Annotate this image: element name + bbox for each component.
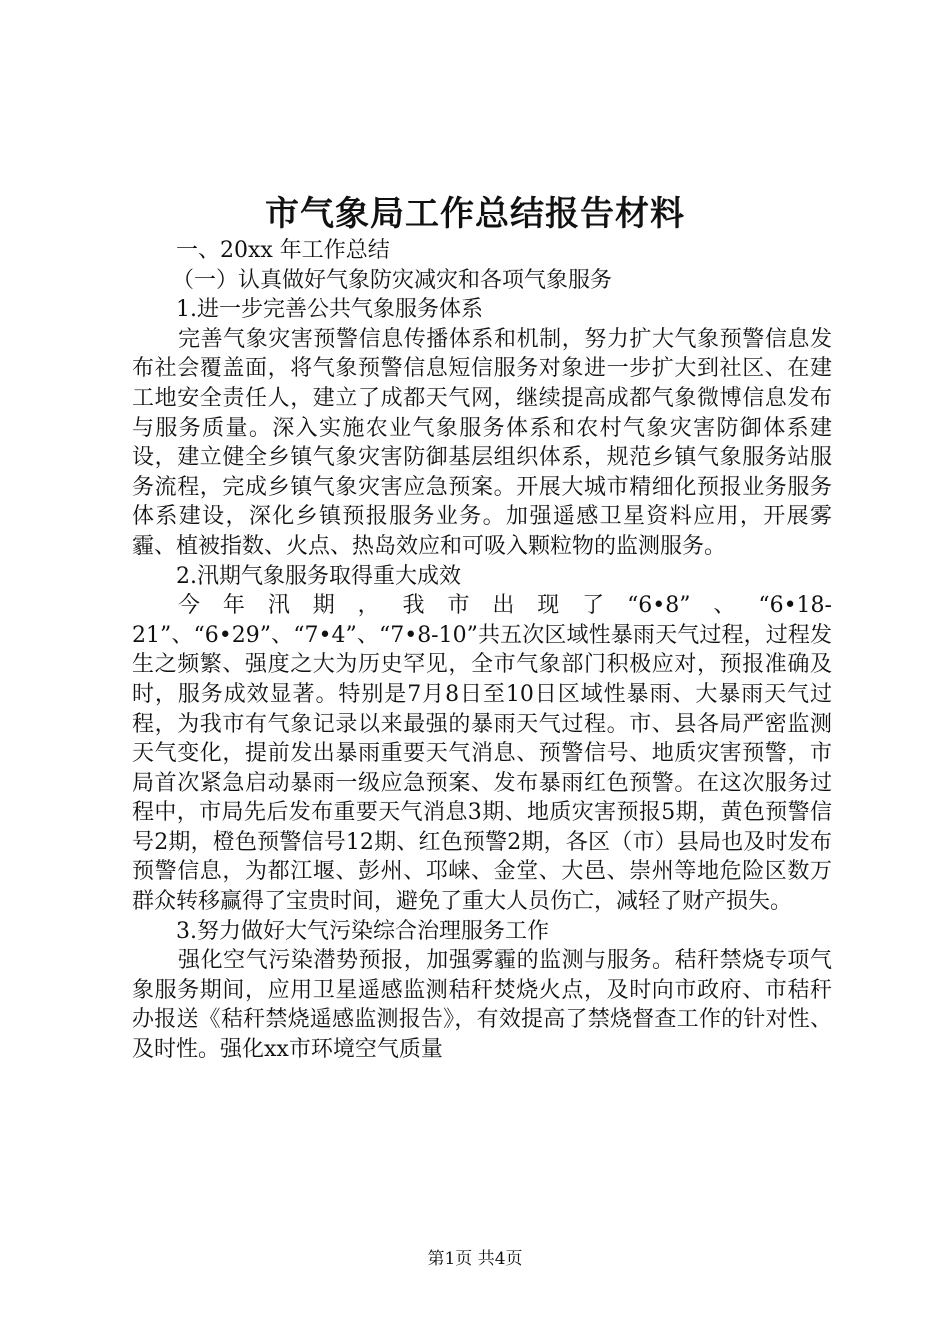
document-title: 市气象局工作总结报告材料 [265,194,685,234]
subsection-heading-3: 3.努力做好大气污染综合治理服务工作 [176,918,549,944]
paragraph-1: 完善气象灾害预警信息传播体系和机制，努力扩大气象预警信息发布社会覆盖面，将气象预警信息短信服务对象进一步扩大到社区、在建工地安全责任人，建立了成都天气网，继续提高成都气象微博信息发布与服务质量。深入实施农业气象服务体系和农村气象灾害防御体系建设，建立健全乡镇气象灾害防御基层组织体系，规范乡镇气象服务站服务流程，完成乡镇气象灾害应急预案。开展大城市精细化预报业务服务体系建设，深化乡镇预报服务业务。加强遥感卫星资料应用，开展雾霾、植被指数、火点、热岛效应和可吸入颗粒物的监测服务。 [132,326,832,559]
section-heading-1: 一、20xx 年工作总结 [176,238,390,263]
paragraph-3: 强化空气污染潜势预报，加强雾霾的监测与服务。秸秆禁烧专项气象服务期间，应用卫星遥感监测秸秆焚烧火点，及时向市政府、市秸秆办报送《秸秆禁烧遥感监测报告》，有效提高了禁烧督查工作的针对性、及时性。强化xx市环境空气质量 [132,948,832,1063]
paragraph-2: 今年汛期，我市出现了“6•8”、“6•18-21”、“6•29”、“7•4”、“7•8-10”共五次区域性暴雨天气过程，过程发生之频繁、强度之大为历史罕见，全市气象部门积极应对，预报准确及时，服务成效显著。特别是7月8日至10日区域性暴雨、大暴雨天气过程，为我市有气象记录以来最强的暴雨天气过程。市、县各局严密监测天气变化，提前发出暴雨重要天气消息、预警信号、地质灾害预警，市局首次紧急启动暴雨一级应急预案、发布暴雨红色预警。在这次服务过程中，市局先后发布重要天气消息3期、地质灾害预报5期，黄色预警信号2期，橙色预警信号12期、红色预警2期，各区（市）县局也及时发布预警信息，为都江堰、彭州、邛崃、金堂、大邑、崇州等地危险区数万群众转移赢得了宝贵时间，避免了重大人员伤亡，减轻了财产损失。 [132,593,832,915]
subsection-heading-1: 1.进一步完善公共气象服务体系 [176,297,483,323]
document-body [132,236,832,1065]
page-number-footer: 第1页 共4页 [427,1249,523,1269]
subsection-heading-2: 2.汛期气象服务取得重大成效 [176,563,461,589]
section-heading-1-1: （一）认真做好气象防灾减灾和各项气象服务 [172,267,613,293]
